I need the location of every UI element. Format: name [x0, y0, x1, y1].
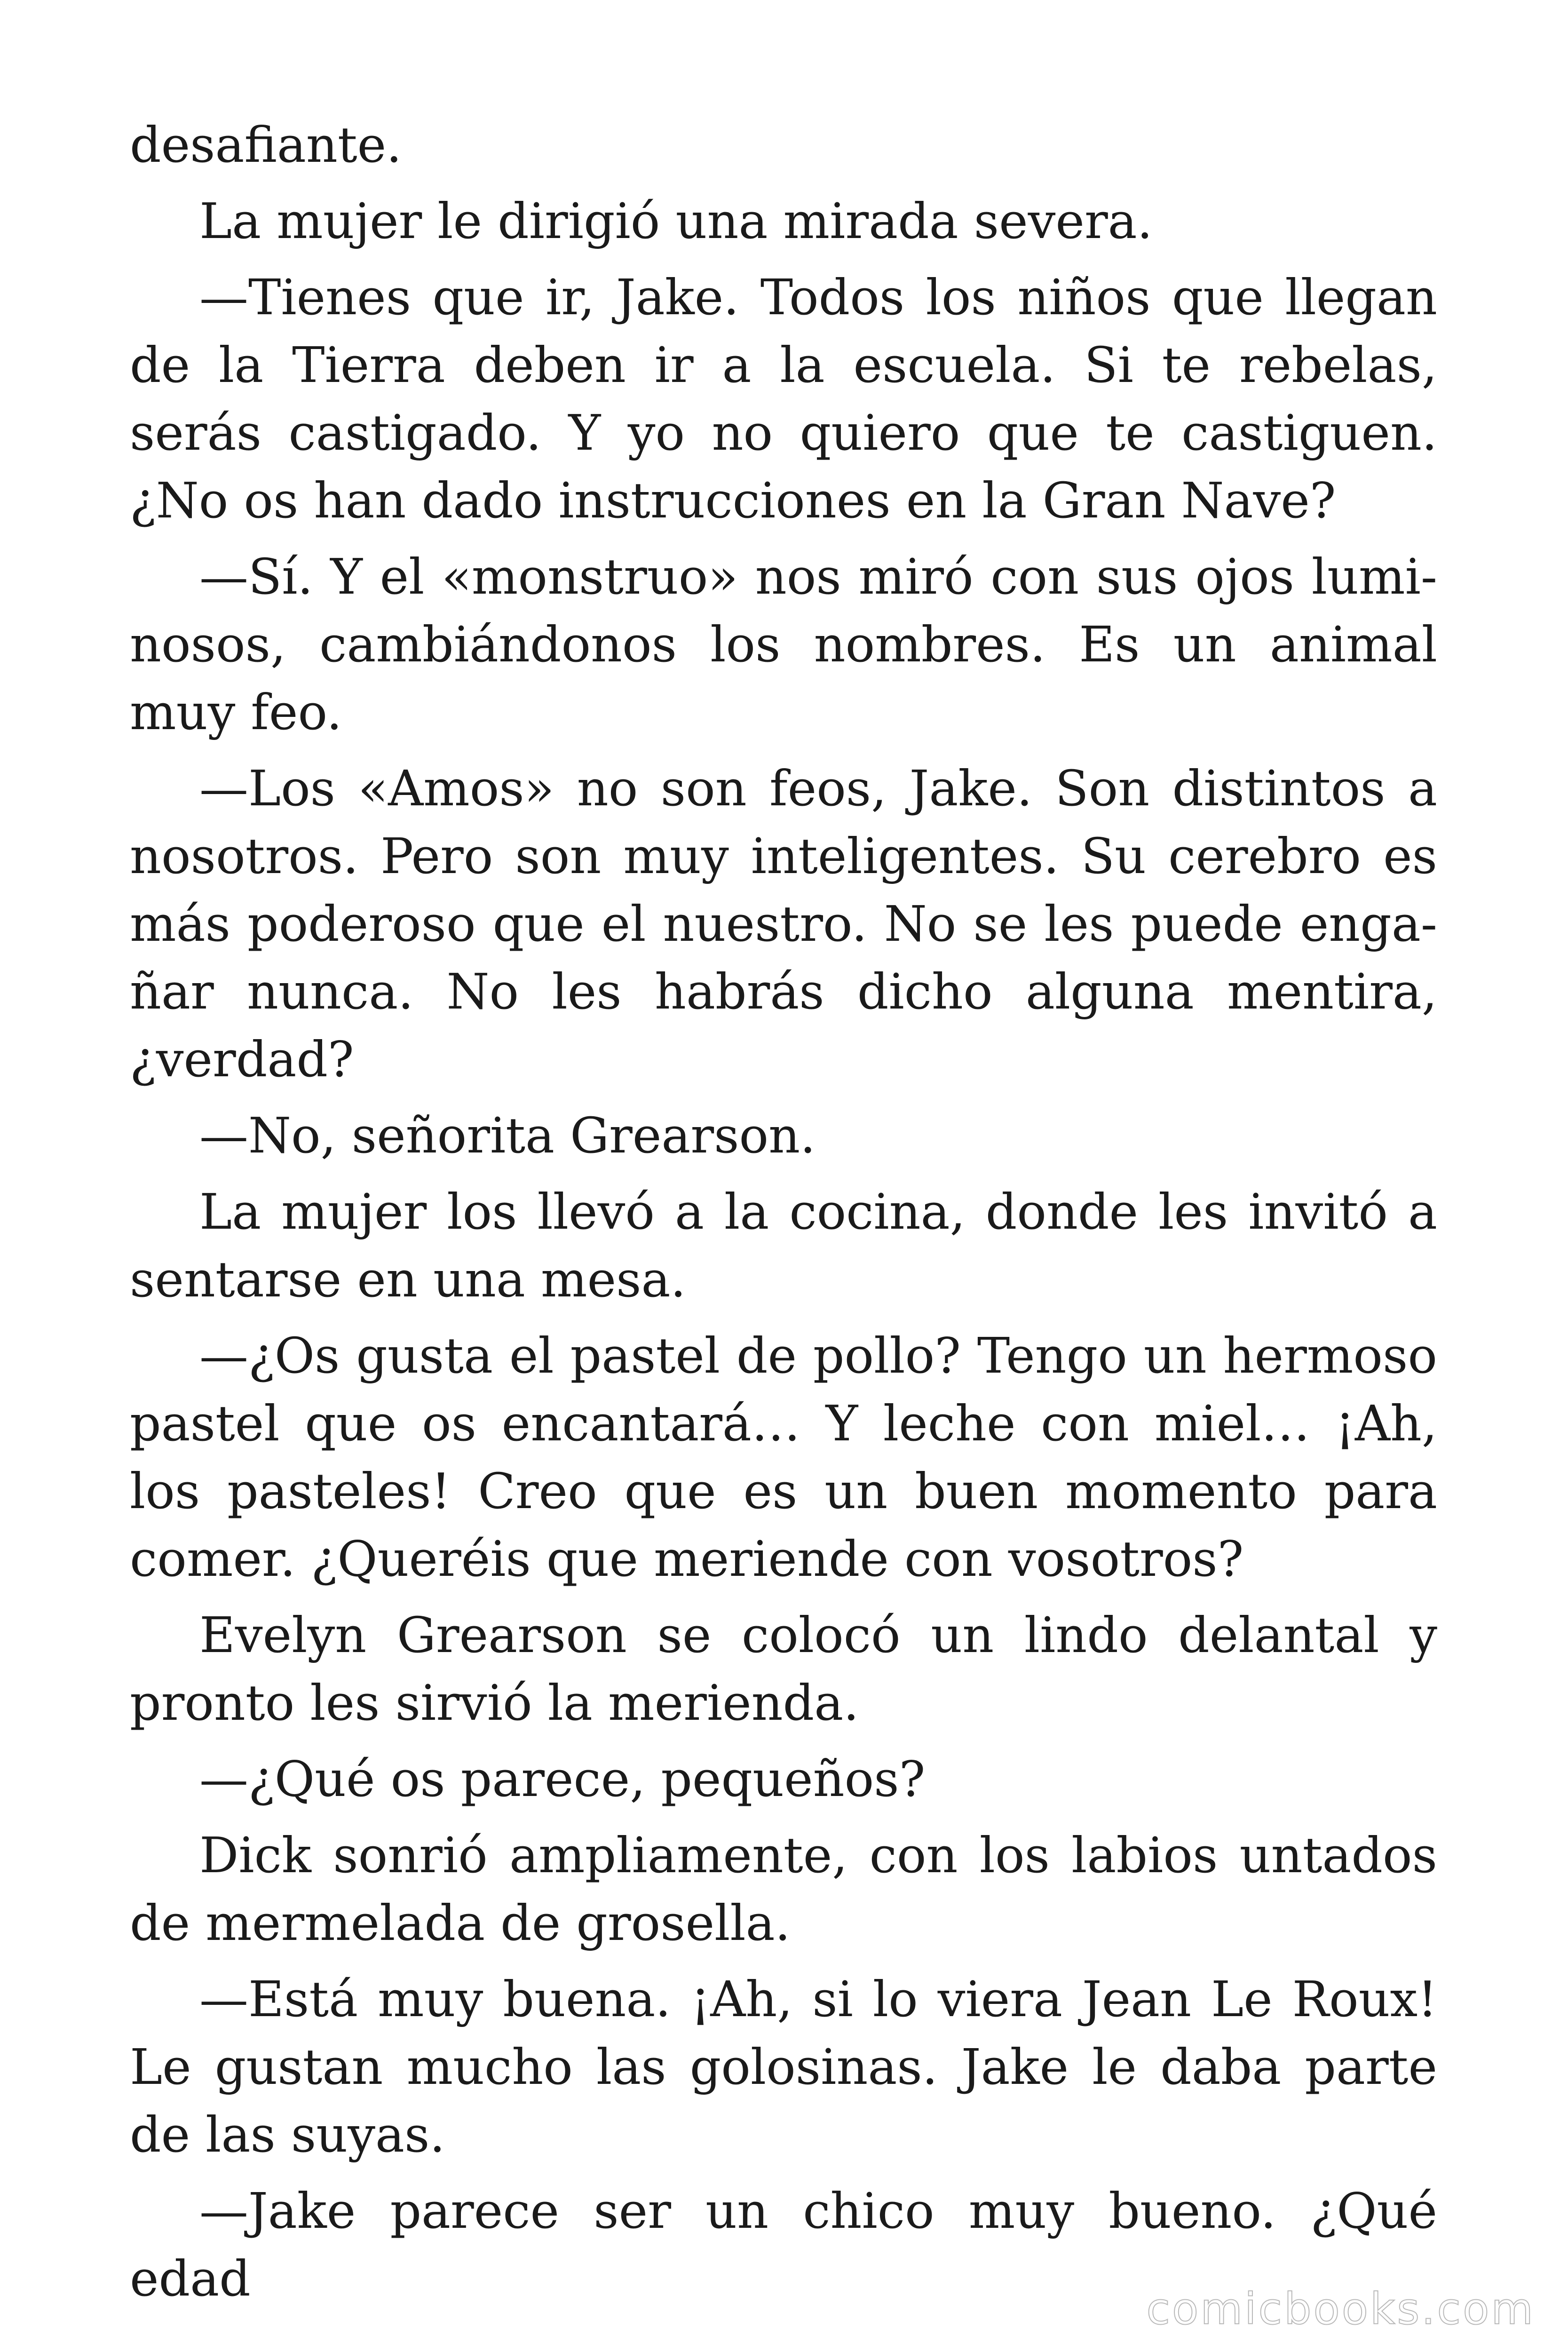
paragraph: desafiante. — [130, 116, 402, 174]
watermark: comicbooks.com — [1146, 2284, 1535, 2334]
paragraph: —Tienes que ir, Jake. Todos los niños que llegan de la Tierra deben ir a la escuela. Si te rebelas, serás castigado. Y yo no quiero que te castiguen. ¿No os han dado instrucciones en la Gran Nave? — [130, 269, 1437, 529]
paragraph: La mujer los llevó a la cocina, donde les invitó a sentarse en una mesa. — [130, 1183, 1437, 1308]
paragraph: Evelyn Grearson se colocó un lindo delantal y pronto les sirvió la merienda. — [130, 1606, 1437, 1732]
paragraph: —Jake parece ser un chico muy bueno. ¿Qué edad — [130, 2182, 1437, 2307]
paragraph: —¿Qué os parece, pequeños? — [199, 1750, 926, 1808]
paragraph: La mujer le dirigió una mirada severa. — [199, 192, 1153, 250]
paragraph: Dick sonrió ampliamente, con los labios untados de mermelada de grosella. — [130, 1827, 1437, 1952]
paragraph: —¿Os gusta el pastel de pollo? Tengo un hermoso pastel que os encantará… Y leche con miel… ¡Ah, los pasteles! Creo que es un buen momento para comer. ¿Queréis que meriende con vosotros? — [130, 1327, 1437, 1588]
paragraph: —Los «Amos» no son feos, Jake. Son distintos a nosotros. Pero son muy inteligentes. Su cerebro es más poderoso que el nuestro. No se les puede engañar nunca. No les habrás dicho alguna mentira, ¿verdad? — [130, 760, 1437, 1088]
page-text — [130, 111, 1437, 2321]
paragraph: —Está muy buena. ¡Ah, si lo viera Jean Le Roux! Le gustan mucho las golosinas. Jake le daba parte de las suyas. — [130, 1971, 1437, 2163]
paragraph: —Sí. Y el «monstruo» nos miró con sus ojos luminosos, cambiándonos los nombres. Es un animal muy feo. — [130, 548, 1437, 741]
paragraph: —No, señorita Grearson. — [199, 1107, 816, 1164]
